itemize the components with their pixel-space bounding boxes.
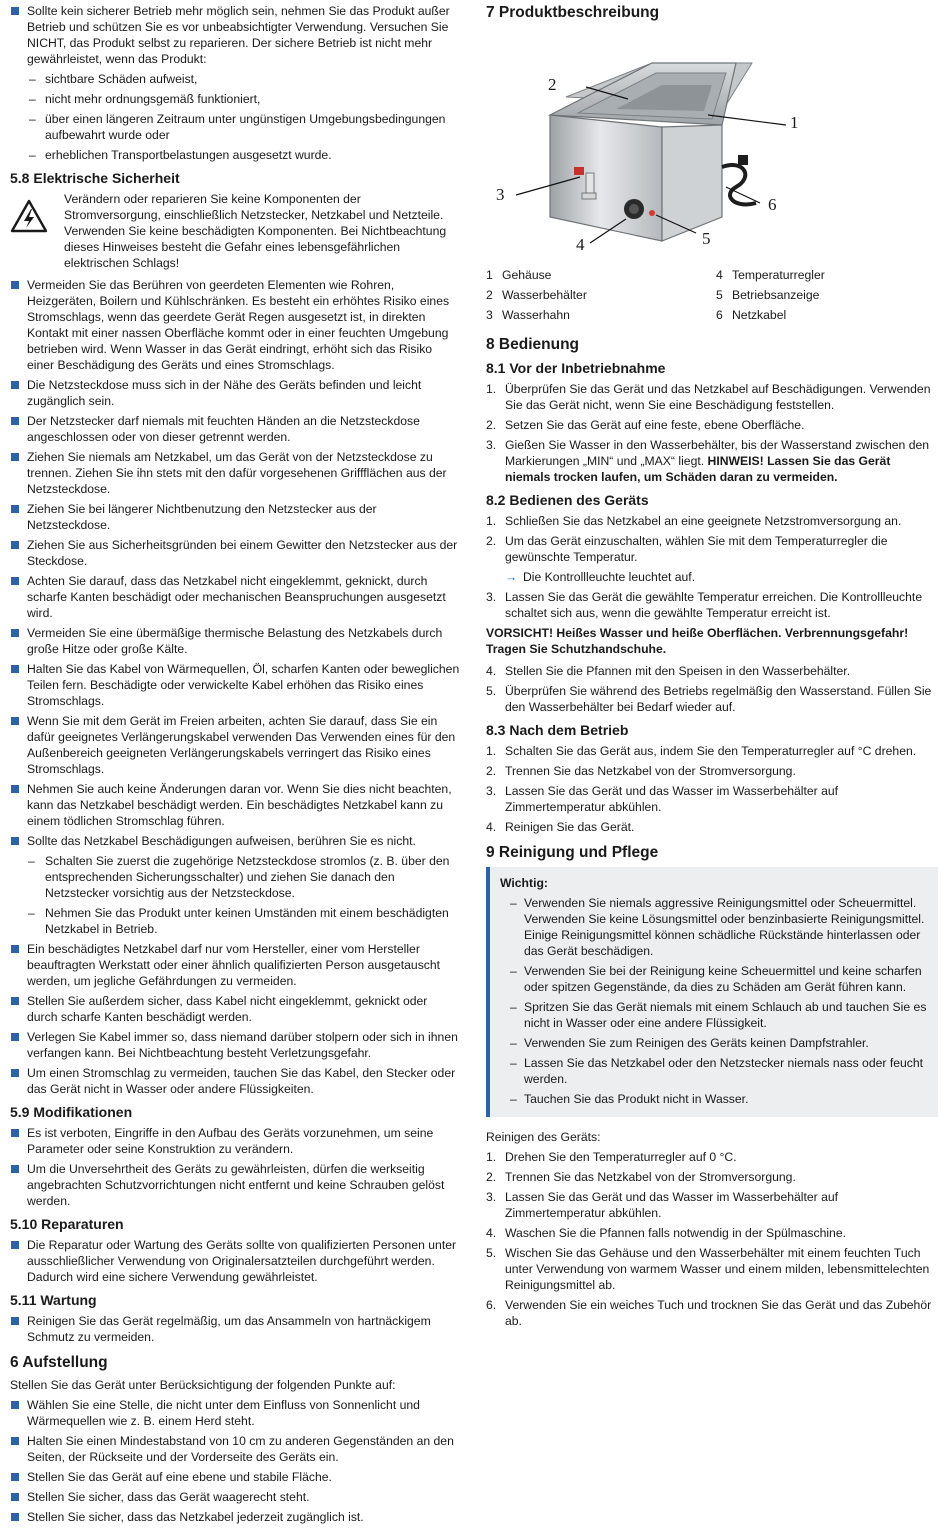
clean-list [486,1149,938,1329]
figure-label-5: 5 [702,229,711,248]
list-item: Ein beschädigtes Netzkabel darf nur vom Hersteller, einer vom Hersteller beauftragten Werkstatt oder einer ähnlich qualifizierten Person ausgetauscht werden, um jegliche Gefährdungen zu vermeiden. [10,941,460,989]
list-item: – Schalten Sie zuerst die zugehörige Netzsteckdose stromlos (z. B. über den entsprechenden Sicherungsschalter) und ziehen Sie danach den Netzstecker vorsichtig aus der Netzsteckdose. [10,853,460,901]
intro-dash-list [10,71,460,163]
list-item: 5. Überprüfen Sie während des Betriebs regelmäßig den Wasserstand. Füllen Sie den Wasserbehälter bei Bedarf wieder auf. [486,684,932,714]
s81-list [486,381,938,485]
list-item: – Nehmen Sie das Produkt unter keinen Umständen mit einem beschädigten Netzkabel in Betrieb. [10,905,460,937]
result-item: → Die Kontrollleuchte leuchtet auf. [505,570,696,584]
important-box-title: Wichtig: [500,876,548,890]
list-item: Der Netzstecker darf niemals mit feuchten Händen an die Netzsteckdose angeschlossen oder von dieser getrennt werden. [10,413,460,445]
list-item: Die Netzsteckdose muss sich in der Nähe des Geräts befinden und leicht zugänglich sein. [10,377,460,409]
s58-dash-list [10,853,460,937]
list-item: Es ist verboten, Eingriffe in den Aufbau des Geräts vorzunehmen, um seine Parameter oder seine Konstruktion zu verändern. [10,1125,460,1157]
list-item: Wenn Sie mit dem Gerät im Freien arbeiten, achten Sie darauf, dass Sie ein dafür geeignetes Verlängerungskabel verwenden Das Verwenden eines für den Außenbereich geeigneten Verlängerungskabels verringert das Risiko eines Stromschlags. [10,713,460,777]
list-item: Ziehen Sie aus Sicherheitsgründen bei einem Gewitter den Netzstecker aus der Steckdose. [10,537,460,569]
list-item: 3. Lassen Sie das Gerät die gewählte Temperatur erreichen. Die Kontrollleuchte schaltet sich aus, wenn die gewählte Temperatur erreicht ist. [486,590,923,620]
list-item: – nicht mehr ordnungsgemäß funktioniert, [10,91,460,107]
list-item: 2. Setzen Sie das Gerät auf eine feste, ebene Oberfläche. [486,418,805,432]
section-title-9: 9 Reinigung und Pflege [486,844,659,861]
s6-intro: Stellen Sie das Gerät unter Berücksichtigung der folgenden Punkte auf: [10,1378,396,1392]
section-title-8-2: 8.2 Bedienen des Geräts [486,492,649,508]
list-item: Die Reparatur oder Wartung des Geräts sollte von qualifizierten Personen unter ausschließlicher Verwendung von Originalersatzteilen durchgeführt werden. Dadurch wird eine sichere Verwendung gewährleistet. [10,1237,460,1285]
list-item: Um einen Stromschlag zu vermeiden, tauchen Sie das Kabel, den Stecker oder das Gerät nicht in Wasser oder andere Flüssigkeiten. [10,1065,460,1097]
list-item: 2. Um das Gerät einzuschalten, wählen Sie mit dem Temperaturregler die gewünschte Temperatur. [486,534,888,564]
section-title-5-10: 5.10 Reparaturen [10,1216,124,1232]
list-item: Stellen Sie das Gerät auf eine ebene und stabile Fläche. [10,1469,460,1485]
s83-list [486,743,938,835]
list-item: – erheblichen Transportbelastungen ausgesetzt wurde. [10,147,460,163]
legend-item: 6 Netzkabel [716,308,787,322]
section-title-8: 8 Bedienung [486,336,580,353]
section-title-7: 7 Produktbeschreibung [486,4,660,21]
list-item: 1. Schließen Sie das Netzkabel an eine geeignete Netzstromversorgung an. [486,514,902,528]
list-item: 3. Lassen Sie das Gerät und das Wasser im Wasserbehälter auf Zimmertemperatur abkühlen. [486,1190,839,1220]
s82-list [486,513,938,621]
list-item: 5. Wischen Sie das Gehäuse und den Wasserbehälter mit einem feuchten Tuch unter Verwendung von warmem Wasser und einem milden, lebensmittelechten Reinigungsmittel ab. [486,1246,930,1292]
right-column [486,3,938,1333]
list-item: – Verwenden Sie zum Reinigen des Geräts keinen Dampfstrahler. [500,1035,930,1051]
list-item: 6. Verwenden Sie ein weiches Tuch und trocknen Sie das Gerät und das Zubehör ab. [486,1298,932,1328]
legend-item: 3 Wasserhahn [486,308,570,322]
s59-bullet-list [10,1125,460,1209]
s511-bullet-list [10,1313,460,1345]
figure-label-3: 3 [496,185,505,204]
list-item: 1. Überprüfen Sie das Gerät und das Netzkabel auf Beschädigungen. Verwenden Sie das Gerät nicht, wenn Sie eine Beschädigung feststellen. [486,382,931,412]
list-item: 3. Gießen Sie Wasser in den Wasserbehälter, bis der Wasserstand zwischen den Markierungen „MIN“ und „MAX“ liegt. HINWEIS! Lassen Sie das Gerät niemals trocken laufen, um Schäden daran zu vermeiden. [486,438,930,484]
legend-item: 2 Wasserbehälter [486,288,587,302]
product-figure [486,27,938,267]
list-item: Verlegen Sie Kabel immer so, dass niemand darüber stolpern oder sich in ihnen verfangen kann. Bei Nichtbeachtung besteht Verletzungsgefahr. [10,1029,460,1061]
list-item: – Verwenden Sie bei der Reinigung keine Scheuermittel und keine scharfen oder spitzen Gegenstände, da dies zu Schäden am Gerät führen kann. [500,963,930,995]
figure-legend [486,267,938,323]
section-title-8-3: 8.3 Nach dem Betrieb [486,722,629,738]
caution-text: VORSICHT! Heißes Wasser und heiße Oberflächen. Verbrennungsgefahr! Tragen Sie Schutzhandschuhe. [486,626,909,656]
list-item: Achten Sie darauf, dass das Netzkabel nicht eingeklemmt, geknickt, durch scharfe Kanten beschädigt oder mechanischen Beanspruchungen ausgesetzt wird. [10,573,460,621]
list-item: – Lassen Sie das Netzkabel oder den Netzstecker niemals nass oder feucht werden. [500,1055,930,1087]
list-item: Wählen Sie eine Stelle, die nicht unter dem Einfluss von Sonnenlicht und Wärmequellen wie z. B. einem Herd steht. [10,1397,460,1429]
list-item: Halten Sie einen Mindestabstand von 10 cm zu anderen Gegenständen an den Seiten, der Rückseite und der Vorderseite des Geräts ein. [10,1433,460,1465]
list-item: 3. Lassen Sie das Gerät und das Wasser im Wasserbehälter auf Zimmertemperatur abkühlen. [486,784,839,814]
list-item: 4. Waschen Sie die Pfannen falls notwendig in der Spülmaschine. [486,1226,846,1240]
list-item: – über einen längeren Zeitraum unter ungünstigen Umgebungsbedingungen aufbewahrt wurde oder [10,111,460,143]
important-box [486,867,938,1117]
list-item: Ziehen Sie bei längerer Nichtbenutzung den Netzstecker aus der Netzsteckdose. [10,501,460,533]
list-item: Stellen Sie sicher, dass das Netzkabel jederzeit zugänglich ist. [10,1509,460,1525]
arrow-right-icon: → [505,570,518,584]
electric-warning [10,191,460,271]
electric-hazard-icon [10,199,48,233]
figure-label-1: 1 [790,113,799,132]
figure-label-6: 6 [768,195,777,214]
list-item: 1. Schalten Sie das Gerät aus, indem Sie den Temperaturregler auf °C drehen. [486,744,917,758]
s510-bullet-list [10,1237,460,1285]
legend-item: 4 Temperaturregler [716,268,825,282]
list-item: Stellen Sie außerdem sicher, dass Kabel nicht eingeklemmt, geknickt oder durch scharfe Kanten beschädigt werden. [10,993,460,1025]
figure-label-4: 4 [576,235,585,254]
section-title-6: 6 Aufstellung [10,1354,108,1371]
s58-bullet-list-b [10,941,460,1097]
list-item: 4. Reinigen Sie das Gerät. [486,820,635,834]
list-item: Vermeiden Sie eine übermäßige thermische Belastung des Netzkabels durch große Hitze oder große Kälte. [10,625,460,657]
legend-item: 1 Gehäuse [486,268,552,282]
list-item: – sichtbare Schäden aufweist, [10,71,460,87]
list-item: Halten Sie das Kabel von Wärmequellen, Öl, scharfen Kanten oder beweglichen Teilen fern. Beschädigte oder verwickelte Kabel erhöhen das Risiko eines Stromschlags. [10,661,460,709]
list-item: 2. Trennen Sie das Netzkabel von der Stromversorgung. [486,1170,796,1184]
list-item: Stellen Sie sicher, dass das Gerät waagerecht steht. [10,1489,460,1505]
list-item: – Verwenden Sie niemals aggressive Reinigungsmittel oder Scheuermittel. Verwenden Sie keine Lösungsmittel oder benzinbasierte Reinigungsmittel. Einige Reinigungsmittel können schädliche Rückstände hinterlassen oder das Gerät beschädigen. [500,895,930,959]
s82-list-b [486,663,938,715]
bain-marie-illustration [486,27,938,267]
list-item: 4. Stellen Sie die Pfannen mit den Speisen in den Wasserbehälter. [486,664,851,678]
s58-bullet-list-a [10,277,460,849]
left-column [10,3,460,1529]
list-item: Nehmen Sie auch keine Änderungen daran vor. Wenn Sie dies nicht beachten, kann das Netzkabel beschädigt werden. Ein beschädigtes Netzkabel kann zu einem tödlichen Stromschlag führen. [10,781,460,829]
list-item: Um die Unversehrtheit des Geräts zu gewährleisten, dürfen die werkseitig angebrachten Schutzvorrichtungen nicht entfernt und keine Schrauben gelöst werden. [10,1161,460,1209]
list-item: Reinigen Sie das Gerät regelmäßig, um das Ansammeln von hartnäckigem Schmutz zu vermeiden. [10,1313,460,1345]
s6-bullet-list [10,1397,460,1525]
list-item: Vermeiden Sie das Berühren von geerdeten Elementen wie Rohren, Heizgeräten, Boilern und Kühlschränken. Es besteht ein erhöhtes Risiko eines Stromschlags, wenn das geerdete Gerät Regen ausgesetzt ist, in direkten Kontakt mit einer nassen Oberfläche kommt oder in einer feuchten Umgebung betrieben wird. Wenn Wasser in das Gerät eindringt, erhöht sich das Risiko einer Beschädigung des Geräts und eines Stromschlags. [10,277,460,373]
warning-text: Verändern oder reparieren Sie keine Komponenten der Stromversorgung, einschließlich Netzstecker, Netzkabel und Netzteile. Verwenden Sie keine beschädigten Komponenten. Bei Nichtbeachtung dieses Hinweises besteht die Gefahr eines lebensgefährlichen elektrischen Schlags! [64,192,447,270]
section-title-5-11: 5.11 Wartung [10,1292,97,1308]
section-title-5-9: 5.9 Modifikationen [10,1104,133,1120]
section-title-5-8: 5.8 Elektrische Sicherheit [10,170,180,186]
figure-label-2: 2 [548,75,557,94]
list-item: Ziehen Sie niemals am Netzkabel, um das Gerät von der Netzsteckdose zu trennen. Ziehen Sie ihn stets mit den dafür vorgesehenen Griffflächen aus der Netzsteckdose. [10,449,460,497]
intro-bullet: Sollte kein sicherer Betrieb mehr möglich sein, nehmen Sie das Produkt außer Betrieb und schützen Sie es vor unbeabsichtigter Verwendung. Versuchen Sie NICHT, das Produkt selbst zu reparieren. Der sichere Betrieb ist nicht mehr gewährleistet, wenn das Produkt: [10,3,460,67]
list-item: Sollte das Netzkabel Beschädigungen aufweisen, berühren Sie es nicht. [10,833,460,849]
list-item: – Tauchen Sie das Produkt nicht in Wasser. [500,1091,930,1107]
section-title-8-1: 8.1 Vor der Inbetriebnahme [486,360,666,376]
list-item: 1. Drehen Sie den Temperaturregler auf 0 °C. [486,1150,737,1164]
clean-intro: Reinigen des Geräts: [486,1130,601,1144]
list-item: 2. Trennen Sie das Netzkabel von der Stromversorgung. [486,764,796,778]
list-item: – Spritzen Sie das Gerät niemals mit einem Schlauch ab und tauchen Sie es nicht in Wasser oder eine andere Flüssigkeit. [500,999,930,1031]
legend-item: 5 Betriebsanzeige [716,288,820,302]
